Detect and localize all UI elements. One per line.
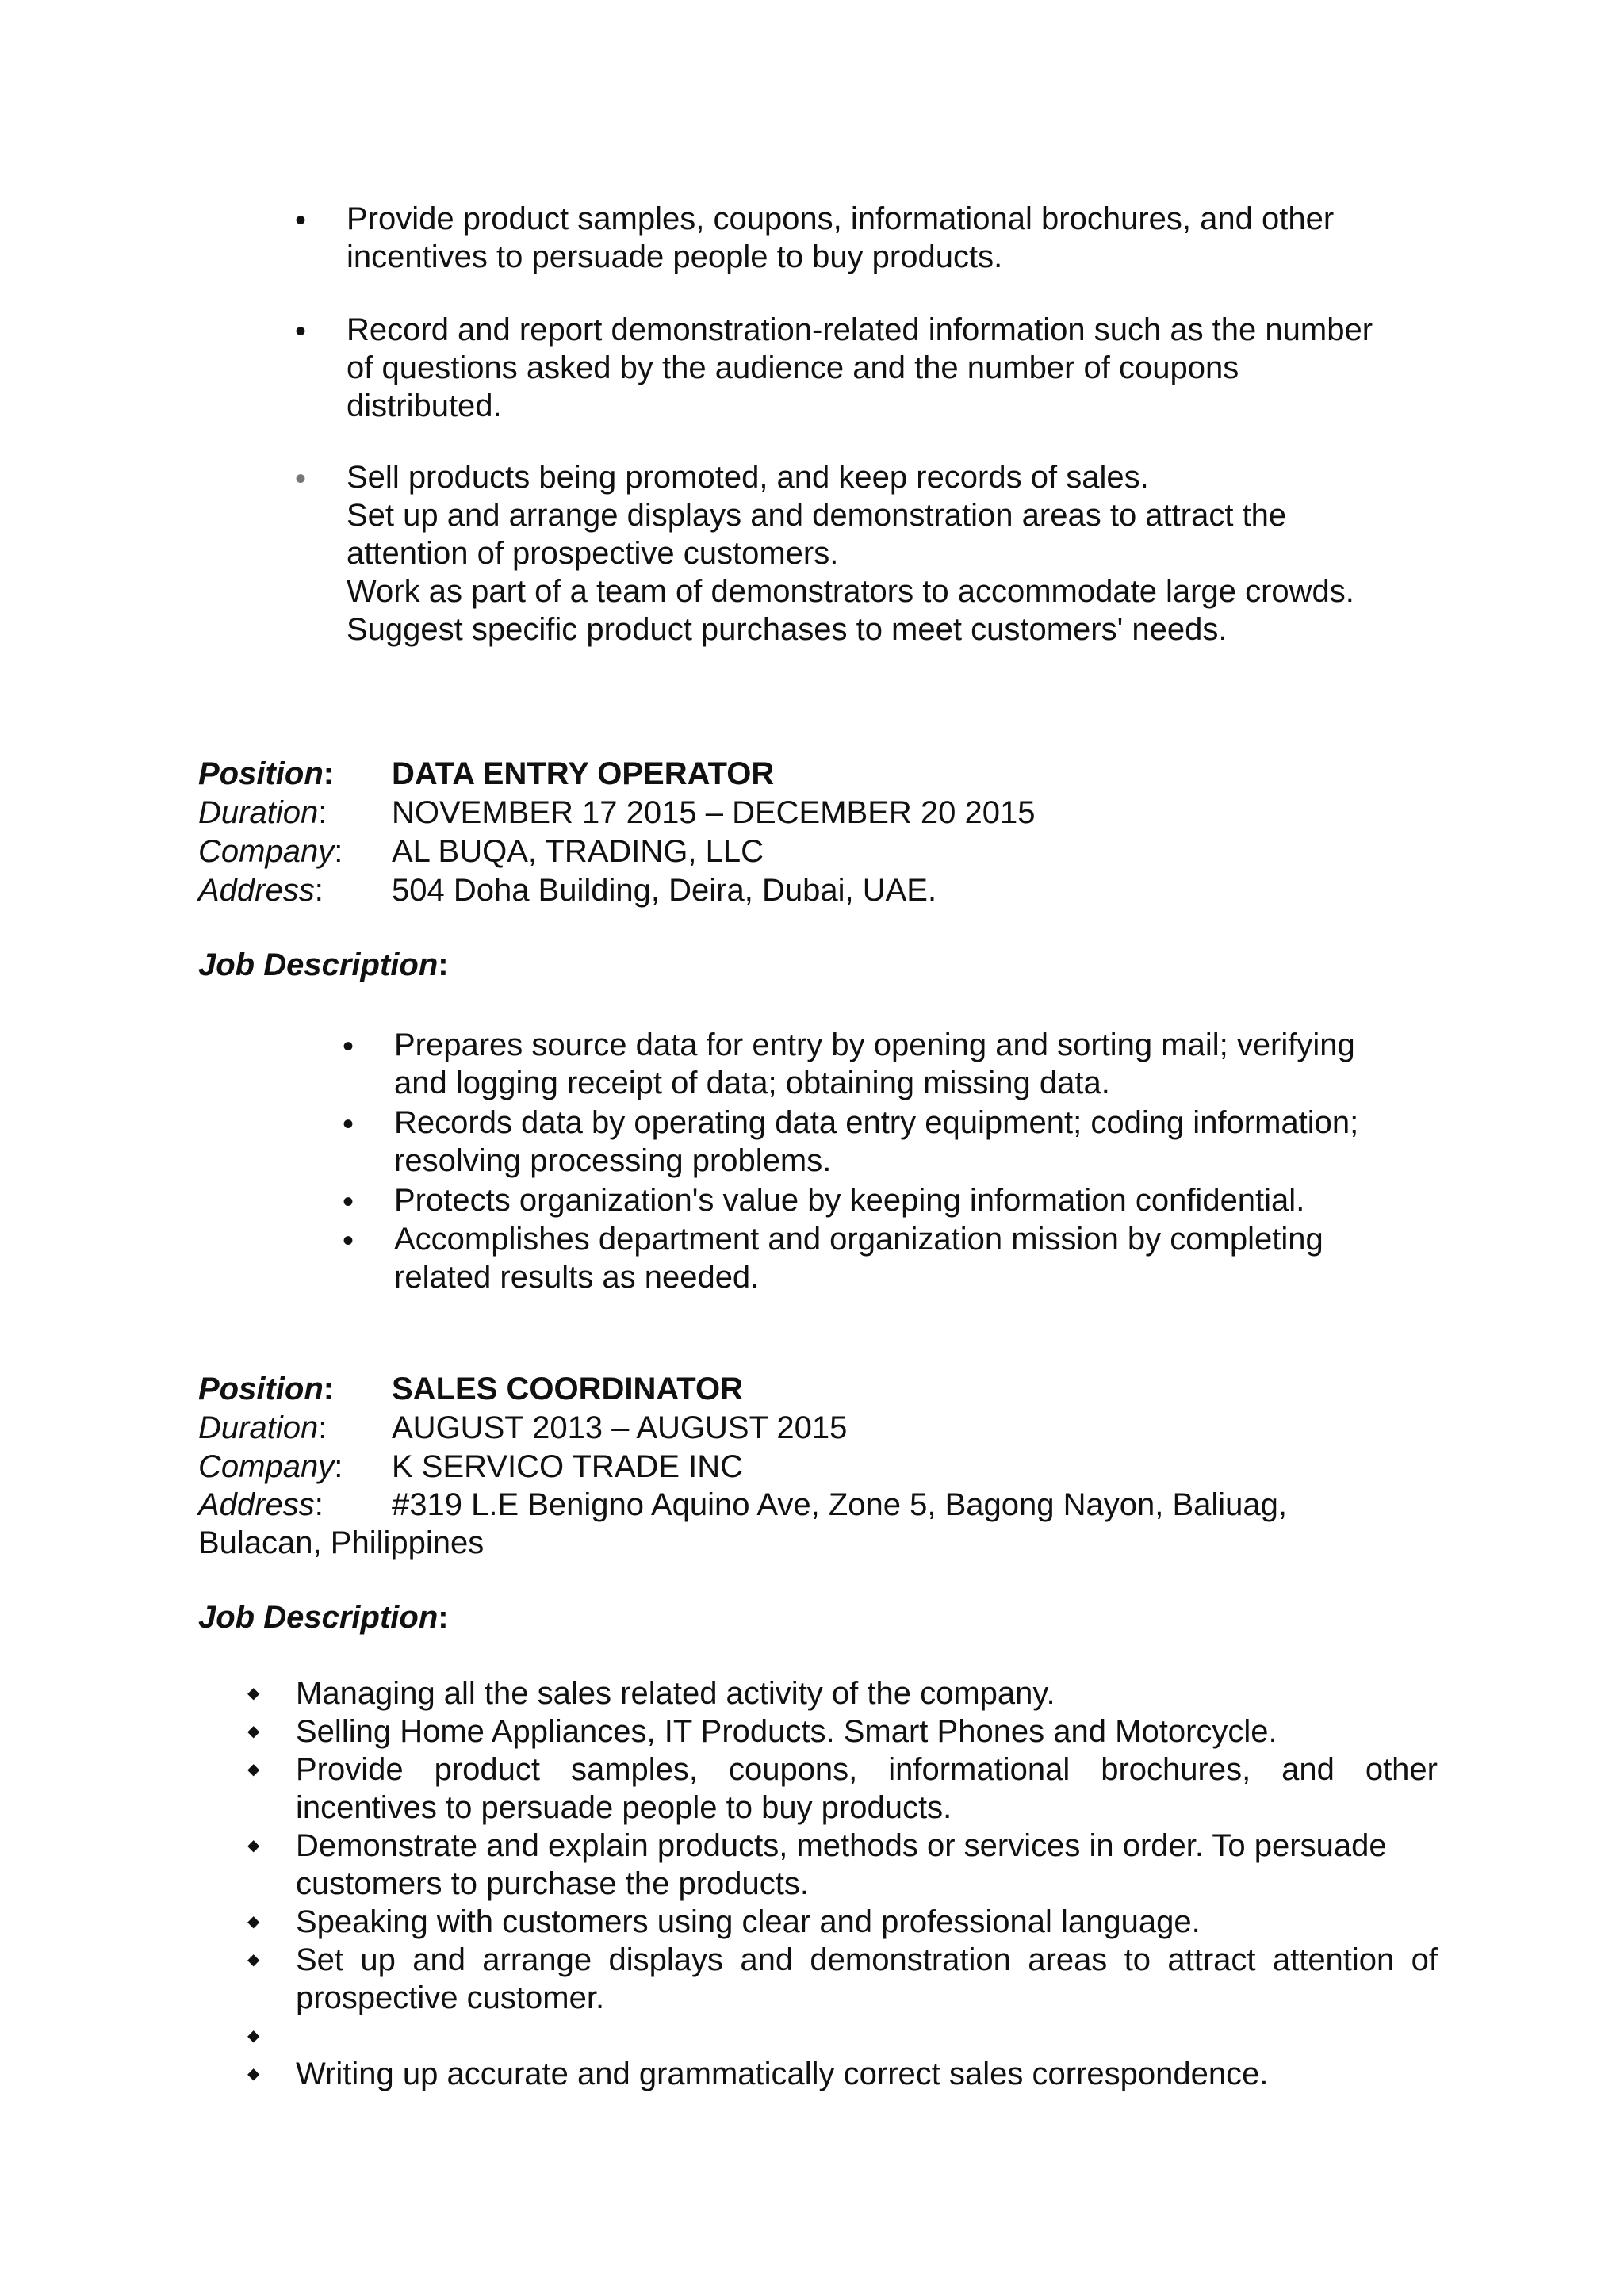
bullet-dot: • [295,203,307,238]
bullet-dot: • [343,1107,354,1142]
list-item: Demonstrate and explain products, methods or services in order. To persuade customers to purchase the products. [296,1828,1387,1901]
list-item: Provide product samples, coupons, informational brochures, and other incentives to persuade people to buy products. [347,201,1335,274]
address-continuation: Bulacan, Philippines [198,1525,485,1560]
list-item: Protects organization's value by keeping information confidential. [394,1183,1305,1218]
bullet-dot: • [295,314,307,349]
duration-value: NOVEMBER 17 2015 – DECEMBER 20 2015 [392,795,1036,830]
diamond-bullet: ◆ [247,2065,260,2083]
address-value: 504 Doha Building, Deira, Dubai, UAE. [392,873,937,908]
list-item: Managing all the sales related activity of the company. [296,1676,1055,1711]
list-item-empty [296,2017,1438,2055]
bullet-dot: • [343,1029,354,1064]
list-item: Set up and arrange displays and demonstration areas to attract attention of prospective customer. [296,1942,1438,2015]
list-item: Record and report demonstration-related information such as the number of questions asked by the audience and the number of coupons distributed. [347,312,1373,423]
list-item: Speaking with customers using clear and professional language. [296,1904,1201,1939]
position-title: SALES COORDINATOR [392,1372,743,1406]
bullet-dot: • [343,1184,354,1219]
position-title: DATA ENTRY OPERATOR [392,756,775,791]
list-item: Writing up accurate and grammatically correct sales correspondence. [296,2057,1269,2091]
diamond-bullet: ◆ [247,1761,260,1778]
company-value: AL BUQA, TRADING, LLC [392,834,764,869]
list-item: Records data by operating data entry equipment; coding information; resolving processing problems. [394,1105,1359,1178]
job-description-heading: Job Description: [198,947,449,982]
list-item: Prepares source data for entry by opening and sorting mail; verifying and logging receipt of data; obtaining missing data. [394,1027,1355,1100]
list-item: Accomplishes department and organization mission by completing related results as needed. [394,1222,1323,1295]
duration-value: AUGUST 2013 – AUGUST 2015 [392,1410,848,1445]
list-item: Selling Home Appliances, IT Products. Smart Phones and Motorcycle. [296,1714,1277,1749]
diamond-bullet: ◆ [247,1913,260,1931]
diamond-bullet: ◆ [247,1951,260,1969]
diamond-bullet: ◆ [247,1685,260,1702]
list-item: Sell products being promoted, and keep records of sales. Set up and arrange displays and demonstration areas to attract the attention of prospective customers. Work as part of a team of demonstrators to accommodate large crowds. Suggest specific product purchases to meet customers' needs. [347,460,1354,647]
diamond-bullet: ◆ [247,2027,260,2045]
company-value: K SERVICO TRADE INC [392,1449,744,1484]
bullet-dot: • [295,461,307,496]
job-description-heading: Job Description: [198,1600,449,1635]
diamond-bullet: ◆ [247,1723,260,1740]
list-item: Provide product samples, coupons, informational brochures, and other incentives to persuade people to buy products. [296,1752,1438,1825]
address-value: #319 L.E Benigno Aquino Ave, Zone 5, Bagong Nayon, Baliuag, [392,1487,1288,1522]
bullet-dot: • [343,1223,354,1258]
diamond-bullet: ◆ [247,1837,260,1854]
document-page: • Provide product samples, coupons, informational brochures, and other incentives to persuade people to buy products. • Record and report demonstration-related information such as the number of questions asked by the audience and the number of coupons distributed. • Sell products being promoted, and keep records of sales. Set up and arrange displays and demonstration areas to attract the attention of prospective customers. Work as part of a team of demonstrators to accommodate large crowds. Suggest specific product purchases to meet customers' needs. Position: DATA ENTRY OPERATOR Duration: NOVEMBER 17 2015 – DECEMBER 20 2015 Company: AL BUQA, TRADING, LLC Address: 504 Doha Building, Deira, Dubai, UAE. Job Description: • Prepares source data for entry by opening and sorting mail; verifying and logging receipt of data; obtaining missing data. • Records data by operating data entry equipment; coding information; resolving processing problems. • Protects organization's value by keeping information confidential. • Accomplishes department and organization mission by completing related results as needed. Position: SALES COORDINATOR Duration: AUGUST 2013 – AUGUST 2015 Company: K SERVICO TRADE INC Address: #319 L.E Benigno Aquino Ave, Zone 5, Bagong Nayon, Baliuag, Bulacan, Philippines Job Description: ◆ Managing all the sales related activity of the company. ◆ Selling Home Appliances, IT Products. Smart Phones and Motorcycle. ◆ Provide product samples, coupons, informational brochures, and other incentives to persuade people to buy products. ◆ Demonstrate and explain products, methods or services in order. To persuade customers to purchase the products. ◆ Speaking with customers using clear and professional language. ◆ Set up and arrange displays and demonstration areas to attract attention of prospective customer. ◆ ◆ Writing up accurate and grammatically correct sales correspondence. [0,0,1624,2296]
